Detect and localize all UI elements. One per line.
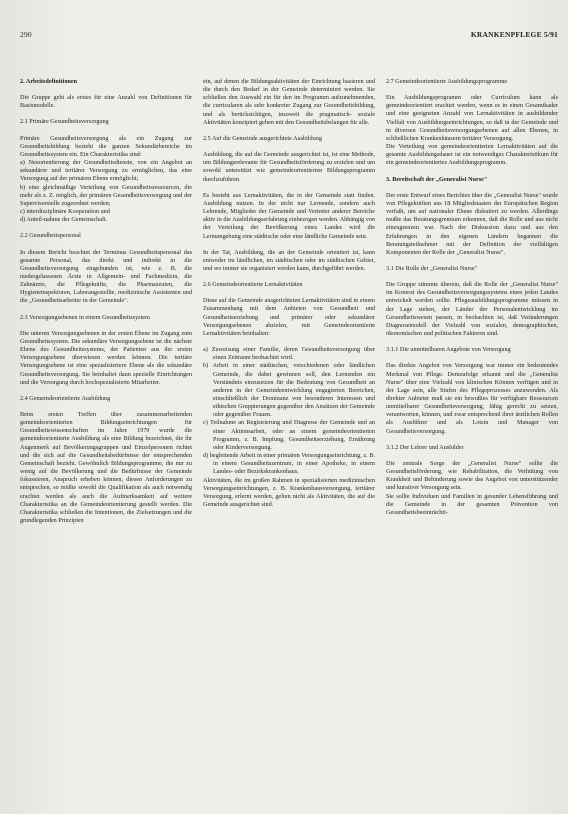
- section-heading: 3. Bereitschaft der „Generalist Nurse": [386, 175, 488, 183]
- subsection-heading: 3.1.2 Der Lehrer und Ausbilder: [386, 443, 464, 451]
- paragraph: Sie sollte Individuen und Familien in gesunder Lebensführung und die Gemeinde in der gesamten Prävention von Gesundheitsbeeinträchti-: [386, 492, 558, 516]
- paragraph: Primäre Gesundheitsversorgung als ein Zugang zur Gesundheitsbildung bezieht die ganzen Sekundärbereiche im Gesundheitssystem ein. Ein Charakteristika sind:: [20, 134, 192, 158]
- subsection-heading: 2.2 Gesundheitspersonal: [20, 232, 81, 240]
- running-head: [20, 30, 558, 39]
- paragraph: ein, auf denen die Bildungsaktivitäten der Einrichtung basieren und die durch den Bedarf in der Gemeinde determiniert werden. Sie schließen den Auswahl ein für den im Programm aufzunehmenden, die curricularen als sehr konkreter Zugang zur Gesundheitsbildung, und als berücksichtigen, insoweit die pragmatisch- soziale Aktivitäten konzipiert gehen mit den Gesundheitsbelangen für alle.: [203, 78, 375, 126]
- subsection-heading: 3.1 Die Rolle der „Generalist Nurse": [386, 264, 478, 272]
- list-item: c) interdisziplinäre Kooperation und: [20, 208, 110, 216]
- column-2: [203, 78, 375, 808]
- paragraph: Die Verteilung von gemeindeorientierten Lernaktivitäten auf die gesamte Ausbildungsdauer ist ein notwendiges Charakteristikum für ein gemeindeorientiertes Ausbildungsprogramm.: [386, 143, 558, 167]
- journal-title: KRANKENPFLEGE 5/91: [470, 30, 558, 39]
- paragraph: Es besteht aus Lernaktivitäten, die in der Gemeinde statt finden. Ausbildung nutzen. In der nicht nur Lernende, sondern auch Lehrende, Mitglieder der Gemeinde und Vertreter anderer Bereiche aktiv in die Ausbildungserfahrung einbezogen werden. Abhängig von der Verteilung der Bevölkerung eines Landes wird die Lernumgebung eine städtische oder eine ländliche Gemeinde sein.: [203, 191, 375, 240]
- section-heading: 2. Arbeitsdefinitionen: [20, 78, 78, 85]
- subsection-heading: 2.4 Gemeindeorientierte Ausbildung: [20, 394, 111, 402]
- column-3: [386, 78, 558, 808]
- list-item: b) Arbeit in einer städtischen, verschiedenen oder ländlichen Gemeinde, die dabei gewinnen soll, den Lernenden ein Verständnis einzusetzen für die Bedeutung von Gesundheit an anderen in der Gemeindeentwicklung engagierten Bereichen, einschließlich der Dominanz von besonderen Interessen und ethischen Gruppierungen gegenüber den Ansätzen der Gemeinde oder gegenüber Frauen.: [203, 362, 375, 419]
- list-item: c) Teilnahme an Registrierung und Diagnose der Gemeinde und an einer Aktionsarbeit, oder an einem gemeindeorientierten Programm, z. B. Impfung, Gesundheitserziehung, Ernährung oder Kinderversorgung.: [203, 419, 375, 451]
- page-number: 290: [20, 30, 32, 39]
- paragraph: Diese auf die Gemeinde ausgerichteten Lernaktivitäten sind in einem Zusammenhang mit dem Anbieten von Gesundheit und Gesundheitserziehung und primärer oder sekundärer Versorgungsebenen abzielen, mit Gemeindeorientierte Lernaktivitäten beinhalten:: [203, 297, 375, 337]
- paragraph: Die zentrale Sorge der „Generalist Nurse" sollte die Gesundheitsförderung, wie Rehabilitation, die Verhütung von Krankheit und Behinderung sowie das Angebot von unterstützender und kurativer Versorgung sein.: [386, 459, 558, 492]
- subsection-heading: 2.3 Versorgungsebenen in einem Gesundheitssystem: [20, 313, 150, 321]
- list-item: a) Neuorientierung der Gesundheitsdienste, von ein Angebot an sekundärer und tertiärer Versorgung zu ermöglichen, das eine Versorgung auf der primären Ebene ermöglicht;: [20, 159, 192, 183]
- paragraph: Beim ersten Treffen über zusammenarbeitenden gemeindeorientierten Bildungseinrichtungen für Gesundheitswissenschaften im Jahre 1979 wurde die gemeindeorientierte Ausbildung als eine Bildung bezeichnet, die ihr Augenmerk auf Bevölkerungsgruppen und Einzelpersonen richtet und die sich auf die Gesundheitsbedürfnisse der entsprechenden Gemeinschaft bezieht. Gewöhnlich Bildungsprogramme, die nur zu wenig auf die Bevölkerung und die Bedürfnisse der Gemeinde fokussieren, Anspruch erheben können, diesen Anforderungen zu entsprechen, so müßte sowohl die Qualifikation als auch notwendig erachtet werden als auch die Aufmerksamkeit auf weitere Charakteristika an die Gemeindeorientierung gestellt werden. Die Charakteristika schließen die Intentionen, die Zielsetzungen und die grundlegenden Prinzipien: [20, 411, 192, 525]
- paragraph: Die unteren Versorgungsebenen in der ersten Ebene im Zugang zum Gesundheitssystem. Die sekundäre Versorgungsebene ist die nächste Ebene des Gesundheitssystems, der Patienten aus der ersten Versorgungsebene überwiesen werden können. Die tertiäre Versorgungsebene ist eine spezialisiertere Ebene als die sekundäre Gesundheitsversorgung. Sie beinhaltet dann spezielle Einrichtungen und die Versorgung durch hochspezialisierte Mitarbeiter.: [20, 329, 192, 386]
- paragraph: In der Tat, Ausbildung, die an der Gemeinde orientiert ist, kann entweder im ländlichen, im städtischen oder im städtischen Gebiet, und wo immer sie organisiert werden kann, durchgeführt werden.: [203, 248, 375, 272]
- paragraph: Ausbildung, die auf die Gemeinde ausgerichtet ist, ist eine Methode, um Bildungsrelevante für Gesundheitsförderung zu erzielen und um sowohl unterstützt wie gemeindeorientierten Bildungsprogramm durchzuführen.: [203, 151, 375, 183]
- paragraph: In diesem Bericht beachtet der Terminus Gesundheitspersonal das gesamte Personal, das direkt und indirekt in die Gesundheitsversorgung eingebunden ist, wie z. B. die niedergelassenen Ärzte in Allgemein- und Fachmedizin, die Zahnärzte, die Pflegekräfte, die Pharmazeuten, die Hygieneinspektoren, Laborangestellte, medizinische Assistenten und die „Gesundheitsarbeiter in der Gemeinde".: [20, 248, 192, 305]
- subsection-heading: 2.6 Gemeindeorientierte Lernaktivitäten: [203, 281, 303, 289]
- subsection-heading: 2.5 Auf die Gemeinde ausgerichtete Ausbildung: [203, 134, 322, 142]
- list-item: a) Zuweisung einer Familie, deren Gesundheitsversorgung über einen Zeitraum beobachtet wird.: [203, 346, 375, 362]
- paragraph: Die Gruppe stimmte überein, daß die Rolle der „Generalist Nurse" im Kontext des Gesundheitsversorgungssystems eines jeden Landes entwickelt werden sollte. Pflegeausbildungsprogramme müssen in der Lage stehen, der Länder der Personalentwicklung im Gesundheitswesen passen, in beobachten ist, daß Veränderungen Diagnosemodell der Vielzahl von sozialen, demographischen, ökonomischen und politischen Faktoren sind.: [386, 281, 558, 338]
- text-columns: [20, 78, 558, 808]
- subsection-heading: 3.1.1 Die unmittelbaren Angebote von Versorgung: [386, 346, 511, 354]
- subsection-heading: 2.7 Gemeindeorientierte Ausbildungsprogramme: [386, 78, 508, 85]
- paragraph: Aktivitäten, die im großen Rahmen in spezialisierten medizinischen Versorgungseinrichtungen, z. B. Krankenhausversorgung, tertiärer Versorgung, erlernt werden, gelten nicht als Aktivitäten, die auf die Gemeinde ausgerichtet sind.: [203, 476, 375, 509]
- column-1: [20, 78, 192, 808]
- paragraph: Der erste Entwurf eines Berichtes über die „Generalist Nurse" wurde von Pflegekräften aus 18 Mitgliedstaaten der Europäischen Region verfaßt, um auf nationaler Ebene diskutiert zu werden. Allerdings mußte das Beratungsgremium erkennen, daß die Rolle und aus nicht einzugrenzen war. Nach der Diskussion dazu und aus den Erfahrungen in den eigenen Ländern begannen die Beratungsteilnehmer mit der Definition der vielfältigen Komponenten der Rolle der „Generalist Nurse".: [386, 191, 558, 256]
- paragraph: Ein Ausbildungsprogramm oder Curriculum kann als gemeindeorientiert erachtet werden, wenn es in einen Gesamtkader und eine geeigneten Anzahl von Lernaktivitäten in ausbildender Vielfalt von Ausbildungseinrichtungen, so daß in der Gemeinde und in diversen Gesundheitsversorgungsebenen auf allen Ebenen, in schließlichen Krankenhäusern tertiärer Versorgung.: [386, 94, 558, 142]
- paragraph: Das direkte Angebot von Versorgung war immer ein bedeutendes Merkmal von Pflege. Demzufolge erkannt und die „Generalist Nurse" über eine Vielzahl von klinischen Können verfügen und in der Lage sein, alle Stufen des Pflegeprozesses anzuwenden. Als direkter Anbieter muß sie ein bewußtes für verfügbare Ressourcen unmittelbarer Gesundheitsversorgung, fähig gerecht zu setzen, verantworten, können, und zwar entsprechend ihrer ärztlichen Rollen als Ausführer und als Lotsin und Manager von Gesundheitsversorgung.: [386, 362, 558, 435]
- list-item: d) Anteil-nahme der Gemeinschaft.: [20, 216, 108, 224]
- list-item: b) eine gleichmäßige Verteilung von Gesundheitsressourcen, die mehr als z. Z. möglich, der primären Gesundheitsversorgung und der Supervisorstelle zugeordnet werden;: [20, 183, 192, 207]
- subsection-heading: 2.1 Primäre Gesundheitsversorgung: [20, 118, 109, 126]
- list-item: d) begleitende Arbeit in einer primären Versorgungseinrichtung, z. B. in einem Gesundheitszentrum, in einer Apotheke, in einem Landes- oder Bezirkskrankenhaus.: [203, 452, 375, 476]
- paragraph: Die Gruppe geht als erstes für eine Anzahl von Definitionen für Basismodelle.: [20, 94, 192, 110]
